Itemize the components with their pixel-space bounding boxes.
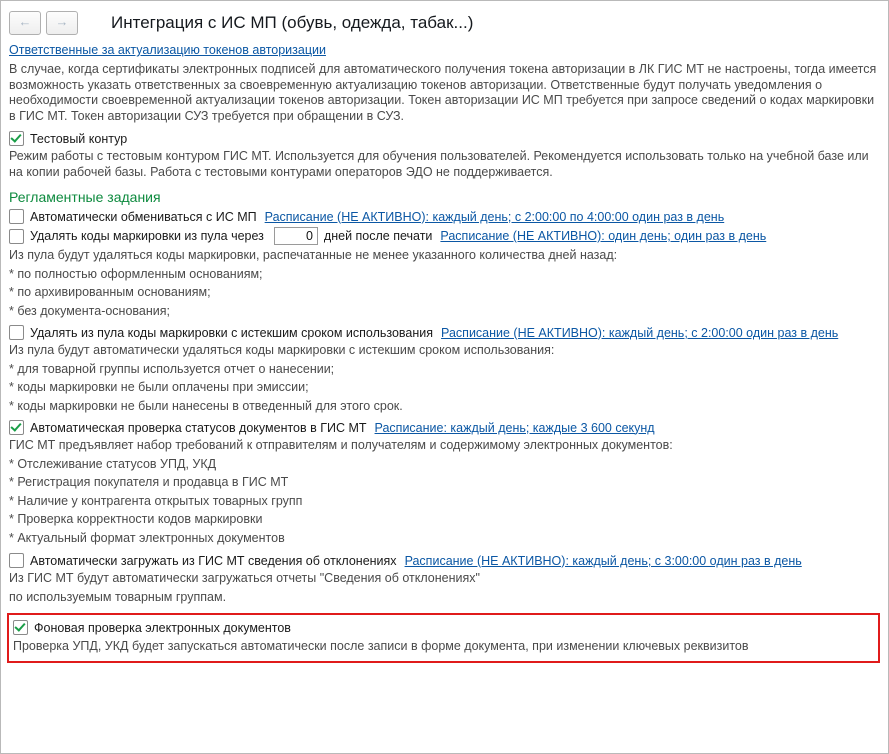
- test-contour-description: Режим работы с тестовым контуром ГИС МТ. Используется для обучения пользователей. Рекомендуется использовать только на учебной базе или на копии рабочей базы. Работа с тестовыми контурами операторов ЭДО не поддерживается.: [9, 149, 869, 179]
- scheduled-jobs-heading: Регламентные задания: [9, 189, 161, 205]
- delete-from-pool-days-input[interactable]: [274, 227, 318, 245]
- responsible-persons-link[interactable]: Ответственные за актуализацию токенов авторизации: [9, 43, 326, 57]
- auto-status-check-row[interactable]: [9, 420, 880, 435]
- test-contour-checkbox[interactable]: [9, 131, 24, 146]
- background-check-checkbox[interactable]: [13, 620, 28, 635]
- window-header: [1, 1, 888, 41]
- auto-exchange-schedule-link[interactable]: Расписание (НЕ АКТИВНО): каждый день; с 2:00:00 по 4:00:00 один раз в день: [264, 209, 725, 224]
- auto-status-check-hint-5: * Актуальный формат электронных документов: [9, 530, 285, 545]
- auto-load-deviations-hint-second: по используемым товарным группам.: [9, 589, 227, 604]
- auto-exchange-checkbox[interactable]: [9, 209, 24, 224]
- delete-expired-schedule-link[interactable]: Расписание (НЕ АКТИВНО): каждый день; с 2:00:00 один раз в день: [441, 325, 839, 340]
- auto-status-check-schedule-link[interactable]: Расписание: каждый день; каждые 3 600 секунд: [374, 420, 655, 435]
- auto-status-check-label: Автоматическая проверка статусов документов в ГИС МТ: [30, 420, 367, 435]
- delete-from-pool-hint-intro: Из пула будут удаляться коды маркировки, распечатанные не менее указанного количества дней назад:: [9, 248, 618, 262]
- background-check-row[interactable]: [13, 620, 872, 635]
- background-check-label: Фоновая проверка электронных документов: [34, 620, 291, 635]
- delete-from-pool-label: Удалять коды маркировки из пула через: [30, 229, 264, 243]
- auto-load-deviations-label: Автоматически загружать из ГИС МТ сведения об отклонениях: [30, 553, 397, 568]
- auto-load-deviations-row[interactable]: [9, 553, 880, 568]
- delete-expired-label: Удалять из пула коды маркировки с истекшим сроком использования: [30, 325, 434, 340]
- auto-status-check-hint-4: * Проверка корректности кодов маркировки: [9, 512, 263, 526]
- page-title: Интеграция с ИС МП (обувь, одежда, табак...): [111, 13, 474, 32]
- delete-from-pool-row[interactable]: [9, 227, 880, 245]
- test-contour-row[interactable]: [9, 131, 880, 146]
- delete-from-pool-checkbox[interactable]: [9, 229, 24, 244]
- auto-load-deviations-hint-intro: Из ГИС МТ будут автоматически загружаться отчеты "Сведения об отклонениях": [9, 571, 480, 585]
- auto-status-check-hint-1: * Отслеживание статусов УПД, УКД: [9, 456, 217, 471]
- auto-status-check-checkbox[interactable]: [9, 420, 24, 435]
- delete-expired-checkbox[interactable]: [9, 325, 24, 340]
- responsible-description: В случае, когда сертификаты электронных подписей для автоматического получения токена авторизации в ЛК ГИС МТ не настроены, тогда имеется возможность указать ответственных за своевременную актуализацию токенов авторизации. Ответственные будут получать уведомления о необходимости своевременной актуализации токенов авторизации. Токен авторизации ИС МП требуется при запросе сведений о кодах маркировки в ГИС МТ. Токен авторизации СУЗ требуется при обращении в СУЗ.: [9, 62, 877, 123]
- auto-exchange-row[interactable]: [9, 209, 880, 224]
- forward-arrow-icon[interactable]: →: [46, 11, 78, 35]
- delete-from-pool-hint-3: * без документа-основания;: [9, 303, 170, 318]
- background-check-highlight-block: [7, 613, 880, 663]
- delete-expired-hint-2: * коды маркировки не были оплачены при эмиссии;: [9, 380, 309, 394]
- background-check-description: Проверка УПД, УКД будет запускаться автоматически после записи в форме документа, при изменении ключевых реквизитов: [13, 639, 749, 653]
- delete-expired-hint-1: * для товарной группы используется отчет о нанесении;: [9, 361, 335, 376]
- settings-content: [1, 41, 888, 663]
- delete-from-pool-label-after: дней после печати: [323, 229, 433, 243]
- delete-from-pool-schedule-link[interactable]: Расписание (НЕ АКТИВНО): один день; один раз в день: [440, 229, 767, 243]
- delete-expired-row[interactable]: [9, 325, 880, 340]
- delete-from-pool-hint-2: * по архивированным основаниям;: [9, 285, 211, 299]
- auto-load-deviations-schedule-link[interactable]: Расписание (НЕ АКТИВНО): каждый день; с 3:00:00 один раз в день: [404, 553, 802, 568]
- auto-status-check-hint-intro: ГИС МТ предъявляет набор требований к отправителям и получателям и содержимому электронных документов:: [9, 438, 673, 452]
- delete-expired-hint-intro: Из пула будут автоматически удаляться коды маркировки с истекшим сроком использования:: [9, 343, 555, 357]
- back-arrow-icon[interactable]: ←: [9, 11, 41, 35]
- auto-status-check-hint-2: * Регистрация покупателя и продавца в ГИС МТ: [9, 475, 289, 489]
- auto-status-check-hint-3: * Наличие у контрагента открытых товарных групп: [9, 493, 303, 508]
- delete-from-pool-hint-1: * по полностью оформленным основаниям;: [9, 266, 263, 281]
- delete-expired-hint-3: * коды маркировки не были нанесены в отведенный для этого срок.: [9, 398, 403, 413]
- test-contour-label: Тестовый контур: [30, 131, 128, 146]
- auto-exchange-label: Автоматически обмениваться с ИС МП: [30, 209, 257, 224]
- auto-load-deviations-checkbox[interactable]: [9, 553, 24, 568]
